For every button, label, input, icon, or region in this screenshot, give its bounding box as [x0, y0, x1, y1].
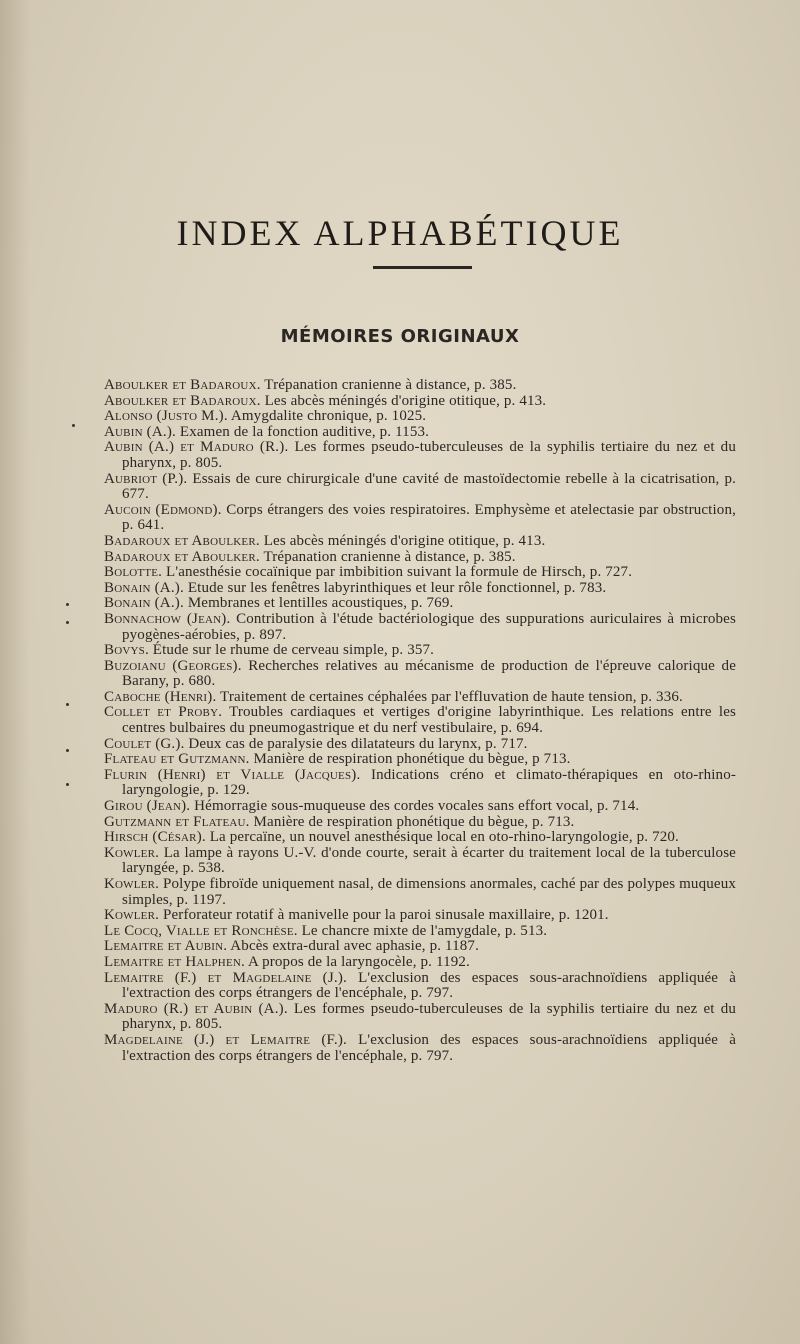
- entry-authors: Aboulker et Badaroux.: [104, 377, 261, 393]
- page-edge-shadow: [0, 0, 30, 1344]
- entry-text: Traitement de certaines céphalées par l'effluvation de haute tension, p. 336.: [216, 688, 683, 705]
- entry-authors: Coulet (G.).: [104, 735, 185, 752]
- entry-text: Contribution à l'étude bactériologique des suppurations auriculaires à microbes pyogènes-aérobies, p. 897.: [122, 610, 736, 643]
- entry-authors: Caboche (Henri).: [104, 688, 217, 705]
- index-entry: [104, 939, 736, 955]
- entry-authors: Lemaitre et Aubin.: [104, 938, 228, 955]
- entry-text: Les formes pseudo-tuberculeuses de la syphilis tertiaire du nez et du pharynx, p. 805.: [122, 1000, 736, 1033]
- entry-text: Trépanation cranienne à distance, p. 385.: [259, 548, 516, 565]
- index-entry: [104, 581, 736, 597]
- index-entry: [104, 924, 736, 940]
- entry-text: Troubles cardiaques et vertiges d'origine labyrinthique. Les relations entre les centres bulbaires du pneumogastrique et du nerf vestibulaire, p. 694.: [122, 704, 736, 737]
- entry-authors: Aubin (A.).: [104, 423, 176, 440]
- entry-text: L'exclusion des espaces sous-arachnoïdiens appliquée à l'extraction des corps étrangers de l'encéphale, p. 797.: [122, 1031, 736, 1064]
- entry-text: Essais de cure chirurgicale d'une cavité de mastoïdectomie rebelle à la cicatrisation, p. 677.: [122, 470, 736, 503]
- index-entry: [104, 550, 736, 566]
- entry-authors: Aucoin (Edmond).: [104, 501, 222, 518]
- entry-text: La lampe à rayons U.-V. d'onde courte, serait à écarter du traitement local de la tuberculose laryngée, p. 538.: [122, 844, 736, 877]
- index-entry: [104, 394, 736, 410]
- entry-text: Polype fibroïde uniquement nasal, de dimensions anormales, caché par des polypes muqueux simples, p. 1197.: [122, 876, 736, 908]
- entry-text: Deux cas de paralysie des dilatateurs du larynx, p. 717.: [184, 735, 528, 752]
- entry-authors: Badaroux et Aboulker.: [104, 532, 260, 549]
- entry-text: La percaïne, un nouvel anesthésique local en oto-rhino-laryngologie, p. 720.: [205, 829, 679, 846]
- entry-text: Trépanation cranienne à distance, p. 385.: [260, 377, 517, 393]
- entry-authors: Buzoianu (Georges).: [104, 657, 242, 674]
- entry-text: A propos de la laryngocèle, p. 1192.: [244, 953, 470, 970]
- section-heading: MÉMOIRES ORIGINAUX: [280, 326, 520, 347]
- index-entry: [104, 409, 736, 425]
- margin-mark: [66, 603, 69, 606]
- margin-mark: [66, 783, 69, 786]
- index-entry: [104, 908, 736, 924]
- index-entry: [104, 737, 736, 753]
- index-entry: [104, 971, 736, 1002]
- entry-text: Perforateur rotatif à manivelle pour la paroi sinusale maxillaire, p. 1201.: [159, 907, 609, 924]
- entry-authors: Girou (Jean).: [104, 798, 191, 815]
- index-entry: [104, 799, 736, 815]
- entry-authors: Lemaitre (F.) et Magdelaine (J.).: [104, 969, 347, 986]
- index-entry: [104, 877, 736, 908]
- index-entry: [104, 830, 736, 846]
- index-entry: [104, 815, 736, 831]
- title-rule: [373, 266, 472, 269]
- entry-text: Recherches relatives au mécanisme de production de l'épreuve calorique de Barany, p. 680.: [122, 657, 736, 690]
- entry-authors: Lemaitre et Halphen.: [104, 953, 245, 970]
- index-entry: [104, 503, 736, 534]
- entry-authors: Bonain (A.).: [104, 579, 184, 596]
- page-title: INDEX ALPHABÉTIQUE: [176, 213, 624, 253]
- entry-authors: Aubin (A.) et Maduro (R.).: [104, 439, 289, 456]
- entry-text: Examen de la fonction auditive, p. 1153.: [176, 423, 430, 440]
- index-entries: [104, 378, 736, 1064]
- entry-authors: Collet et Proby.: [104, 704, 223, 721]
- entry-authors: Flateau et Gutzmann.: [104, 751, 250, 768]
- index-entry: [104, 378, 736, 394]
- entry-authors: Kowler.: [104, 876, 160, 892]
- entry-authors: Bonnachow (Jean).: [104, 610, 231, 627]
- entry-authors: Le Cocq, Vialle et Ronchèse.: [104, 922, 298, 939]
- entry-text: Le chancre mixte de l'amygdale, p. 513.: [297, 922, 548, 939]
- entry-text: Manière de respiration phonétique du bègue, p 713.: [249, 751, 571, 768]
- margin-mark: [66, 621, 69, 624]
- entry-text: Amygdalite chronique, p. 1025.: [227, 408, 427, 425]
- entry-text: Corps étrangers des voies respiratoires. Emphysème et atelectasie par obstruction, p. 641.: [122, 501, 737, 534]
- entry-authors: Bonain (A.).: [104, 595, 184, 612]
- entry-authors: Kowler.: [104, 844, 160, 861]
- index-entry: [104, 1002, 736, 1033]
- entry-authors: Hirsch (César).: [104, 829, 206, 846]
- entry-text: Membranes et lentilles acoustiques, p. 769.: [183, 595, 454, 612]
- entry-text: Les abcès méningés d'origine otitique, p. 413.: [259, 532, 546, 549]
- index-entry: [104, 643, 736, 659]
- entry-text: Hémorragie sous-muqueuse des cordes vocales sans effort vocal, p. 714.: [190, 798, 640, 815]
- index-entry: [104, 705, 736, 736]
- index-entry: [104, 440, 736, 471]
- index-entry: [104, 565, 736, 581]
- index-entry: [104, 659, 736, 690]
- entry-text: Manière de respiration phonétique du bègue, p. 713.: [249, 813, 575, 830]
- index-entry: [104, 690, 736, 706]
- entry-text: Etude sur les fenêtres labyrinthiques et leur rôle fonctionnel, p. 783.: [183, 579, 607, 596]
- index-entry: [104, 1033, 736, 1064]
- margin-mark: [72, 424, 75, 427]
- index-entry: [104, 768, 736, 799]
- entry-authors: Aboulker et Badaroux.: [104, 392, 261, 409]
- entry-authors: Kowler.: [104, 907, 160, 924]
- entry-authors: Bovys.: [104, 642, 149, 659]
- entry-authors: Gutzmann et Flateau.: [104, 813, 250, 830]
- entry-authors: Maduro (R.) et Aubin (A.).: [104, 1000, 288, 1017]
- entry-text: Les formes pseudo-tuberculeuses de la syphilis tertiaire du nez et du pharynx, p. 805.: [122, 439, 736, 471]
- index-entry: [104, 955, 736, 971]
- entry-text: Indications créno et climato-thérapiques en oto-rhino-laryngologie, p. 129.: [122, 766, 736, 799]
- index-entry: [104, 534, 736, 550]
- entry-authors: Aubriot (P.).: [104, 470, 188, 487]
- margin-mark: [66, 749, 69, 752]
- entry-text: Les abcès méningés d'origine otitique, p. 413.: [260, 392, 547, 409]
- entry-authors: Flurin (Henri) et Vialle (Jacques).: [104, 766, 361, 783]
- margin-mark: [66, 703, 69, 706]
- entry-text: Étude sur le rhume de cerveau simple, p. 357.: [148, 642, 435, 659]
- entry-authors: Alonso (Justo M.).: [104, 408, 228, 425]
- index-entry: [104, 612, 736, 643]
- entry-authors: Magdelaine (J.) et Lemaitre (F.).: [104, 1031, 347, 1048]
- index-entry: [104, 846, 736, 877]
- index-entry: [104, 472, 736, 503]
- entry-text: Abcès extra-dural avec aphasie, p. 1187.: [227, 938, 479, 955]
- entry-authors: Bolotte.: [104, 564, 163, 581]
- entry-authors: Badaroux et Aboulker.: [104, 548, 260, 565]
- index-entry: [104, 425, 736, 441]
- entry-text: L'anesthésie cocaïnique par imbibition suivant la formule de Hirsch, p. 727.: [162, 564, 633, 581]
- index-entry: [104, 596, 736, 612]
- entry-text: L'exclusion des espaces sous-arachnoïdiens appliquée à l'extraction des corps étrangers de l'encéphale, p. 797.: [122, 969, 736, 1002]
- index-entry: [104, 752, 736, 768]
